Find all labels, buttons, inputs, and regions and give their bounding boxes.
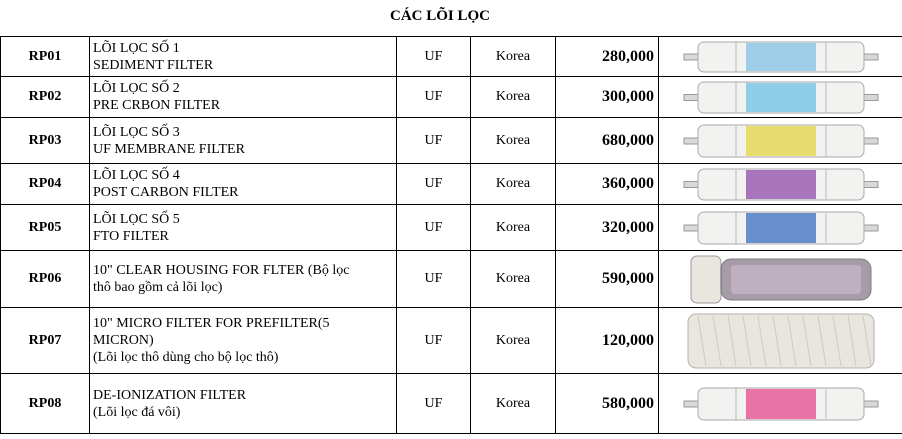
description-line: SEDIMENT FILTER bbox=[93, 57, 214, 73]
table-row bbox=[1, 77, 902, 118]
product-price: 680,000 bbox=[556, 118, 659, 164]
description-line: LÕI LỌC SỐ 3 bbox=[93, 124, 180, 140]
table-row bbox=[1, 251, 902, 308]
product-type: UF bbox=[397, 374, 471, 434]
product-code: RP05 bbox=[1, 205, 90, 251]
cartridge-filter-icon bbox=[676, 166, 886, 203]
product-image bbox=[659, 308, 902, 374]
cartridge-filter-icon bbox=[676, 207, 886, 249]
product-image bbox=[659, 118, 902, 164]
product-price: 580,000 bbox=[556, 374, 659, 434]
description-line: thô bao gồm cả lõi lọc) bbox=[93, 280, 223, 295]
table-row bbox=[1, 205, 902, 251]
description-line: DE-IONIZATION FILTER bbox=[93, 387, 247, 403]
product-image bbox=[659, 374, 902, 434]
description-line: (Lõi lọc thô dùng cho bộ lọc thô) bbox=[93, 350, 279, 365]
product-code: RP08 bbox=[1, 374, 90, 434]
product-image bbox=[659, 164, 902, 205]
product-code: RP04 bbox=[1, 164, 90, 205]
micro-filter-icon bbox=[676, 310, 886, 372]
product-origin: Korea bbox=[471, 205, 556, 251]
product-origin: Korea bbox=[471, 251, 556, 308]
product-type: UF bbox=[397, 118, 471, 164]
description-line: PRE CRBON FILTER bbox=[93, 98, 221, 113]
product-type: UF bbox=[397, 251, 471, 308]
description-line: UF MEMBRANE FILTER bbox=[93, 141, 245, 157]
clear-housing-icon bbox=[676, 253, 886, 306]
product-origin: Korea bbox=[471, 77, 556, 118]
table-row bbox=[1, 118, 902, 164]
product-description bbox=[90, 164, 397, 205]
description-line: 10" CLEAR HOUSING FOR FLTER (Bộ lọc bbox=[93, 263, 350, 278]
product-price: 360,000 bbox=[556, 164, 659, 205]
table-row bbox=[1, 374, 902, 434]
deionization-filter-icon bbox=[676, 376, 886, 432]
product-description bbox=[90, 374, 397, 434]
description-line: FTO FILTER bbox=[93, 228, 169, 244]
description-line: LÕI LỌC SỐ 1 bbox=[93, 40, 180, 56]
page-title: CÁC LÕI LỌC bbox=[389, 8, 490, 24]
product-image bbox=[659, 37, 902, 77]
product-type: UF bbox=[397, 308, 471, 374]
product-code: RP01 bbox=[1, 37, 90, 77]
description-line: LÕI LỌC SỐ 2 bbox=[93, 81, 180, 96]
product-price: 300,000 bbox=[556, 77, 659, 118]
product-type: UF bbox=[397, 37, 471, 77]
cartridge-filter-icon bbox=[676, 39, 886, 75]
product-price: 320,000 bbox=[556, 205, 659, 251]
description-line: MICRON) bbox=[93, 333, 154, 348]
table-row bbox=[1, 164, 902, 205]
product-origin: Korea bbox=[471, 164, 556, 205]
filter-table bbox=[0, 36, 902, 434]
product-description bbox=[90, 77, 397, 118]
table-row bbox=[1, 37, 902, 77]
product-description bbox=[90, 251, 397, 308]
table-row bbox=[1, 308, 902, 374]
description-line: POST CARBON FILTER bbox=[93, 185, 239, 200]
product-price: 120,000 bbox=[556, 308, 659, 374]
product-price: 280,000 bbox=[556, 37, 659, 77]
product-origin: Korea bbox=[471, 308, 556, 374]
description-line: (Lõi lọc đá vôi) bbox=[93, 404, 181, 420]
product-description bbox=[90, 205, 397, 251]
product-price: 590,000 bbox=[556, 251, 659, 308]
product-description bbox=[90, 308, 397, 374]
product-code: RP03 bbox=[1, 118, 90, 164]
product-origin: Korea bbox=[471, 118, 556, 164]
product-image bbox=[659, 251, 902, 308]
product-type: UF bbox=[397, 77, 471, 118]
product-code: RP02 bbox=[1, 77, 90, 118]
product-description bbox=[90, 37, 397, 77]
product-type: UF bbox=[397, 205, 471, 251]
product-description bbox=[90, 118, 397, 164]
product-image bbox=[659, 205, 902, 251]
product-code: RP06 bbox=[1, 251, 90, 308]
product-code: RP07 bbox=[1, 308, 90, 374]
description-line: 10" MICRO FILTER FOR PREFILTER(5 bbox=[93, 316, 330, 331]
product-image bbox=[659, 77, 902, 118]
cartridge-filter-icon bbox=[676, 79, 886, 116]
description-line: LÕI LỌC SỐ 4 bbox=[93, 168, 180, 183]
product-origin: Korea bbox=[471, 37, 556, 77]
cartridge-filter-icon bbox=[676, 120, 886, 162]
product-type: UF bbox=[397, 164, 471, 205]
product-origin: Korea bbox=[471, 374, 556, 434]
description-line: LÕI LỌC SỐ 5 bbox=[93, 211, 180, 227]
